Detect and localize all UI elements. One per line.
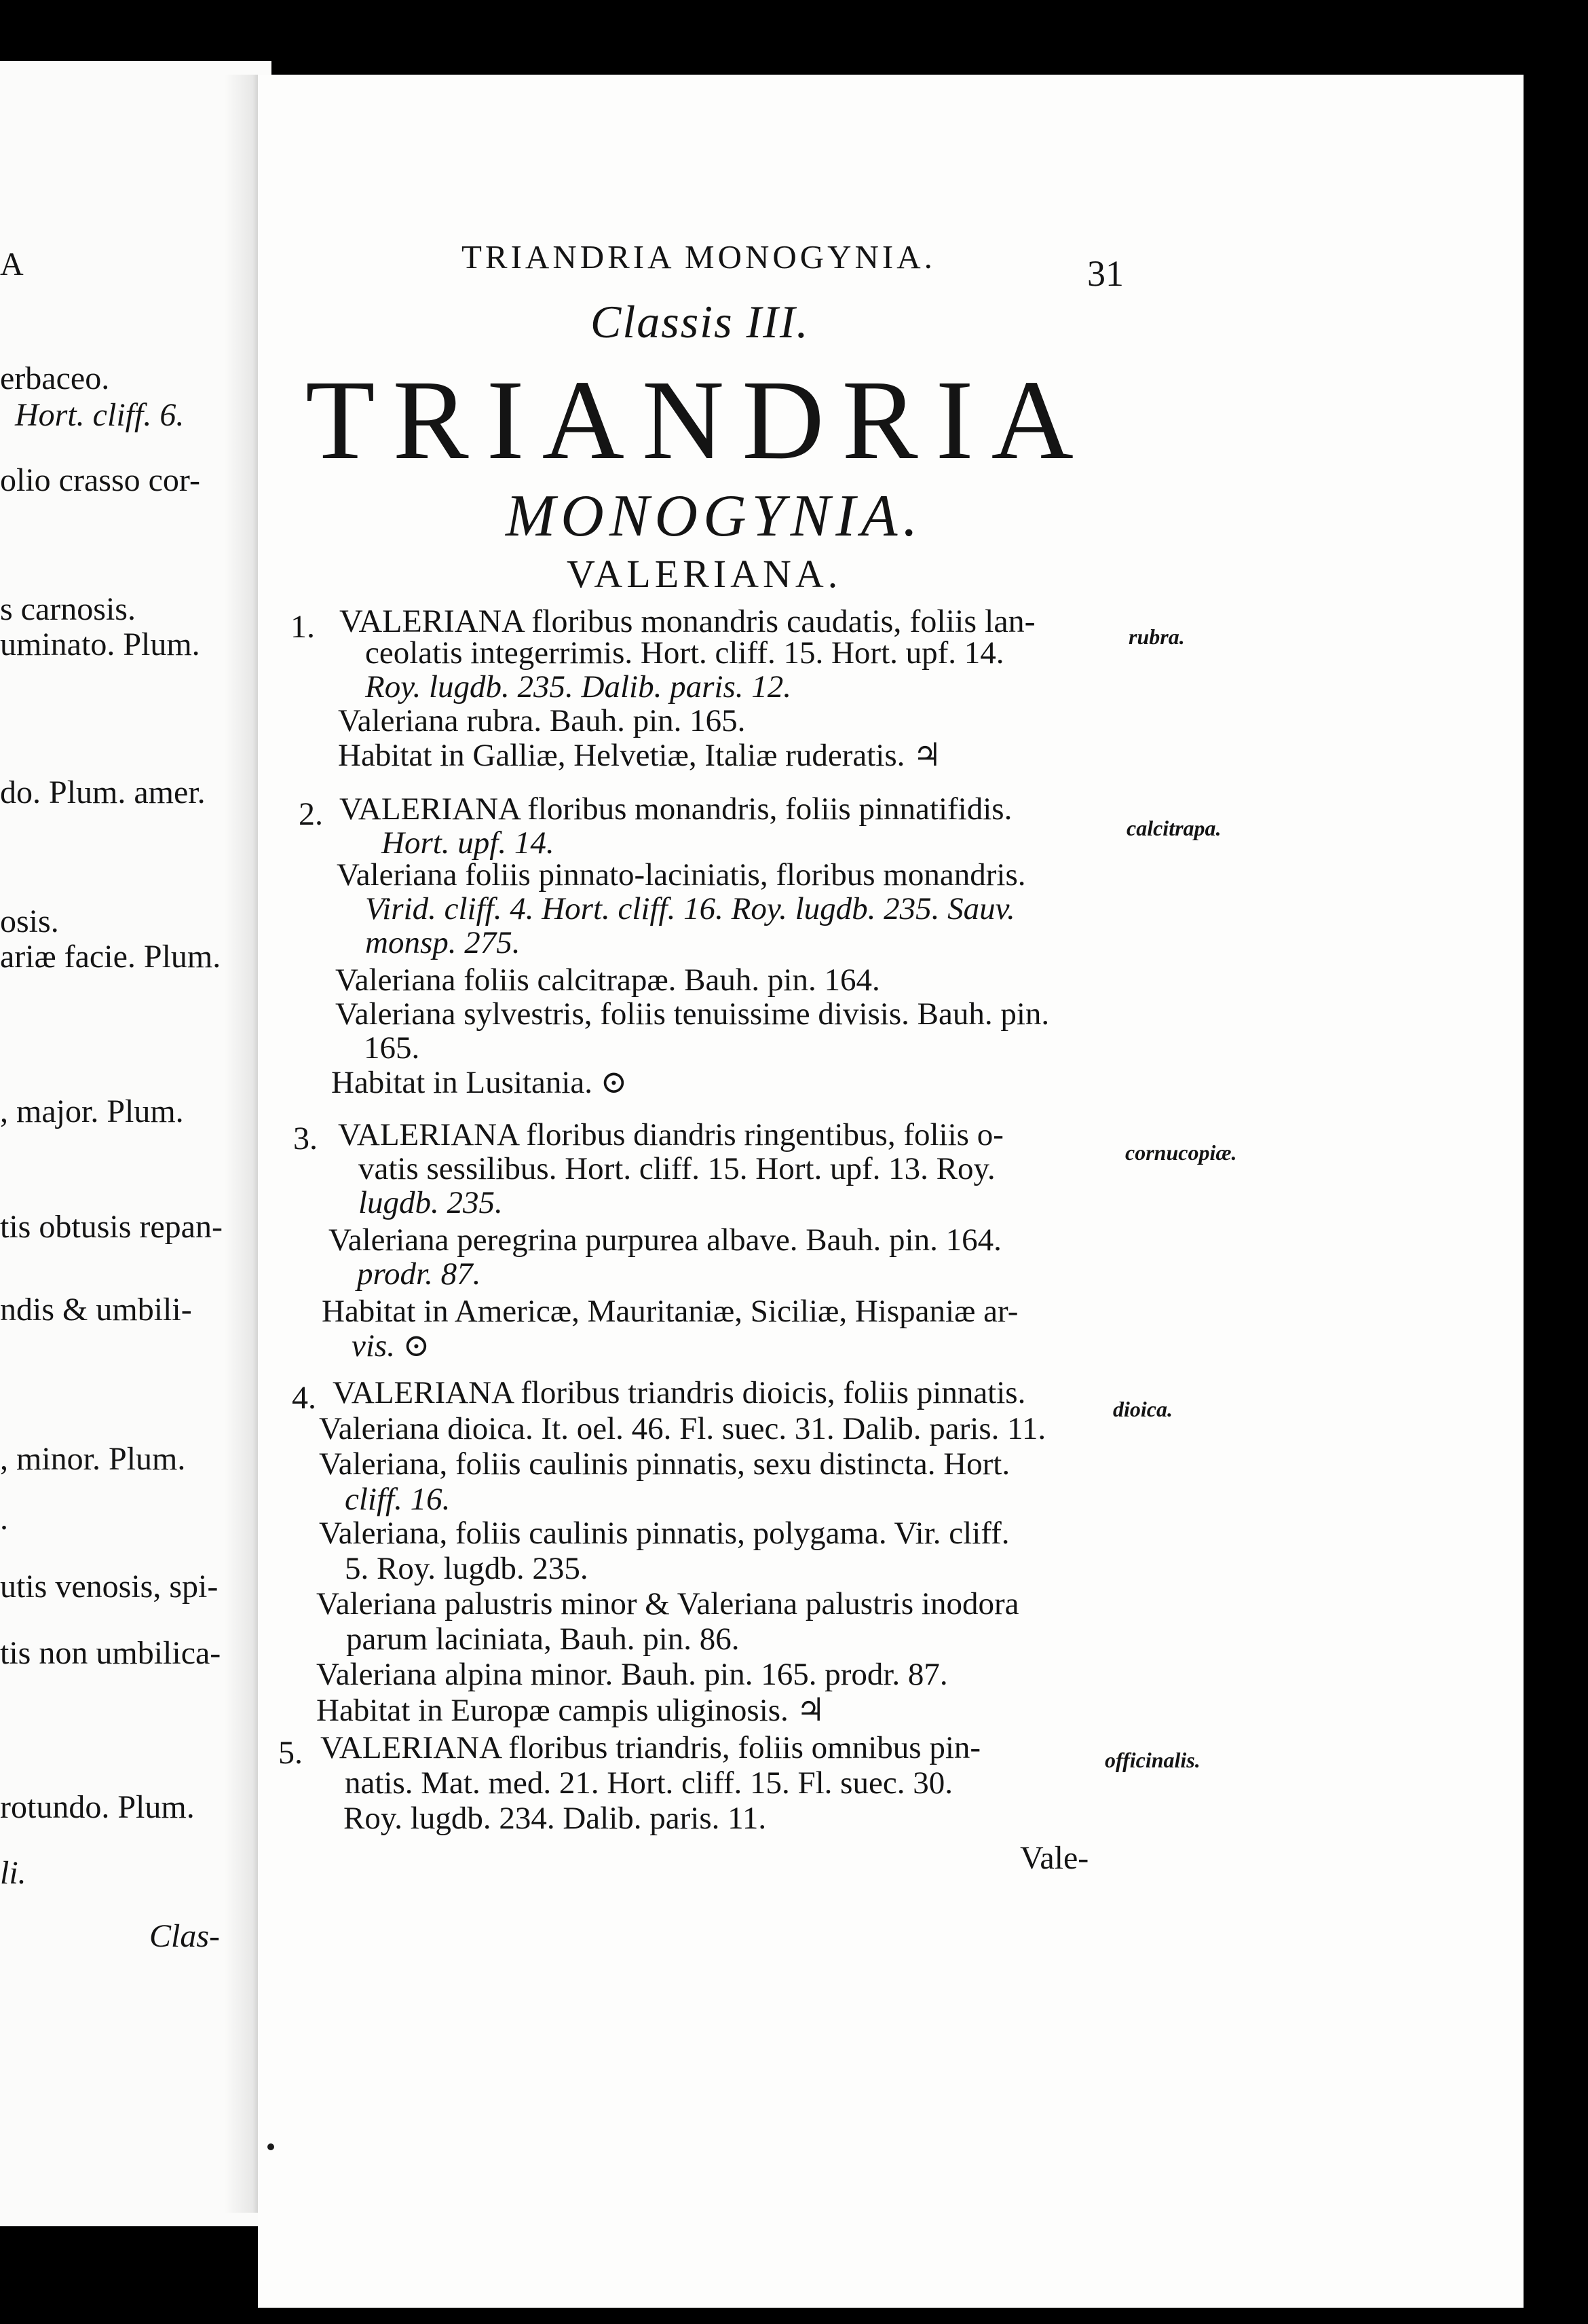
entry-line: Habitat in Europæ campis uliginosis. ♃ [316, 1693, 825, 1728]
left-line: . [0, 1501, 8, 1537]
entry-line: Valeriana sylvestris, foliis tenuissime divisis. Bauh. pin. [335, 996, 1050, 1032]
left-line: ariæ facie. Plum. [0, 939, 221, 975]
entry-line: Habitat in Americæ, Mauritaniæ, Siciliæ, Hispaniæ ar- [322, 1294, 1019, 1329]
entry-line: Valeriana rubra. Bauh. pin. 165. [338, 703, 746, 738]
left-line: , major. Plum. [0, 1093, 184, 1129]
entry-line: prodr. 87. [357, 1256, 481, 1292]
entry-line: Valeriana peregrina purpurea albave. Bauh. pin. 164. [328, 1222, 1002, 1258]
page-subtitle: MONOGYNIA. [506, 483, 924, 549]
entry-line: Habitat in Lusitania. ⊙ [331, 1065, 628, 1100]
entry-line: lugdb. 235. [358, 1185, 503, 1220]
ink-speck [267, 2143, 274, 2150]
entry-line: Hort. upf. 14. [381, 825, 554, 861]
entry-line: Valeriana alpina minor. Bauh. pin. 165. prodr. 87. [316, 1657, 948, 1692]
entry-number: 2. [299, 796, 323, 832]
left-line: uminato. Plum. [0, 626, 200, 662]
entry-line: vatis sessilibus. Hort. cliff. 15. Hort. upf. 13. Roy. [358, 1151, 996, 1186]
left-line: olio crasso cor- [0, 462, 200, 498]
trivial-name: calcitrapa. [1127, 816, 1222, 840]
entry-line: VALERIANA floribus monandris, foliis pinnatifidis. [339, 791, 1013, 827]
entry-line: Valeriana dioica. It. oel. 46. Fl. suec. 31. Dalib. paris. 11. [319, 1411, 1046, 1446]
genus-heading: VALERIANA. [567, 552, 842, 596]
entry-line: cliff. 16. [345, 1482, 451, 1517]
left-line: do. Plum. amer. [0, 774, 206, 810]
left-line: rotundo. Plum. [0, 1789, 195, 1825]
left-line: li. [0, 1855, 26, 1891]
entry-number: 3. [293, 1121, 318, 1157]
catchword: Vale- [1020, 1840, 1089, 1876]
page-title: TRIANDRIA [305, 357, 1091, 483]
entry-line: 5. Roy. lugdb. 235. [345, 1551, 588, 1586]
entry-line: VALERIANA floribus monandris caudatis, foliis lan- [339, 603, 1036, 639]
entry-line: VALERIANA floribus triandris, foliis omnibus pin- [320, 1730, 981, 1765]
entry-line: VALERIANA floribus diandris ringentibus, foliis o- [338, 1117, 1004, 1152]
left-line: , minor. Plum. [0, 1441, 186, 1477]
entry-line: parum laciniata, Bauh. pin. 86. [346, 1622, 740, 1657]
entry-number: 5. [278, 1735, 303, 1771]
left-line: erbaceo. [0, 360, 110, 396]
left-line: utis venosis, spi- [0, 1569, 219, 1605]
left-line: A [0, 246, 24, 282]
left-line: ndis & umbili- [0, 1292, 192, 1328]
entry-line: VALERIANA floribus triandris dioicis, foliis pinnatis. [333, 1375, 1026, 1410]
entry-line: natis. Mat. med. 21. Hort. cliff. 15. Fl. suec. 30. [345, 1765, 953, 1801]
entry-line: monsp. 275. [365, 925, 521, 960]
left-catchword: Clas- [149, 1918, 221, 1954]
entry-line: Roy. lugdb. 234. Dalib. paris. 11. [343, 1801, 767, 1836]
entry-line: Roy. lugdb. 235. Dalib. paris. 12. [365, 669, 791, 705]
entry-number: 1. [290, 609, 315, 645]
left-line: osis. [0, 903, 59, 939]
entry-line: 165. [364, 1030, 420, 1066]
class-heading: Classis III. [590, 296, 810, 348]
entry-number: 4. [292, 1380, 316, 1416]
entry-line: Valeriana foliis calcitrapæ. Bauh. pin. 164. [335, 962, 880, 998]
left-line: s carnosis. [0, 591, 136, 627]
left-line: tis obtusis repan- [0, 1209, 223, 1245]
entry-line: Valeriana, foliis caulinis pinnatis, polygama. Vir. cliff. [319, 1516, 1010, 1551]
entry-line: Habitat in Galliæ, Helvetiæ, Italiæ ruderatis. ♃ [338, 738, 942, 773]
trivial-name: officinalis. [1105, 1748, 1201, 1772]
entry-line: Valeriana foliis pinnato-laciniatis, floribus monandris. [337, 857, 1026, 893]
entry-line: vis. ⊙ [352, 1328, 430, 1364]
entry-line: Valeriana, foliis caulinis pinnatis, sexu distincta. Hort. [319, 1446, 1010, 1482]
trivial-name: dioica. [1113, 1397, 1173, 1421]
entry-line: ceolatis integerrimis. Hort. cliff. 15. Hort. upf. 14. [365, 635, 1004, 671]
left-line: Hort. cliff. 6. [15, 397, 185, 433]
trivial-name: cornucopiæ. [1125, 1140, 1237, 1165]
left-line: tis non umbilica- [0, 1635, 221, 1671]
entry-line: Virid. cliff. 4. Hort. cliff. 16. Roy. lugdb. 235. Sauv. [365, 891, 1015, 926]
page-number: 31 [1087, 253, 1124, 294]
trivial-name: rubra. [1129, 624, 1185, 649]
running-header: TRIANDRIA MONOGYNIA. [461, 238, 936, 276]
entry-line: Valeriana palustris minor & Valeriana palustris inodora [316, 1586, 1019, 1622]
